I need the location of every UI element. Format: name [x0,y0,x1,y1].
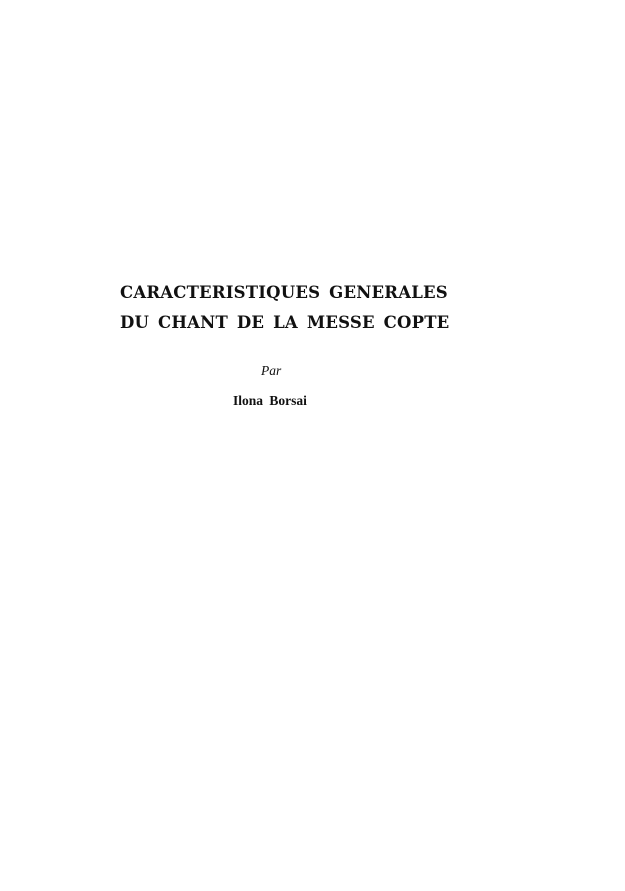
title-line-1: CARACTERISTIQUES GENERALES [120,283,448,302]
title-block [120,283,460,333]
title-line-2: DU CHANT DE LA MESSE COPTE [120,313,450,332]
by-label: Par [261,363,282,378]
author-name: Ilona Borsai [233,393,307,408]
